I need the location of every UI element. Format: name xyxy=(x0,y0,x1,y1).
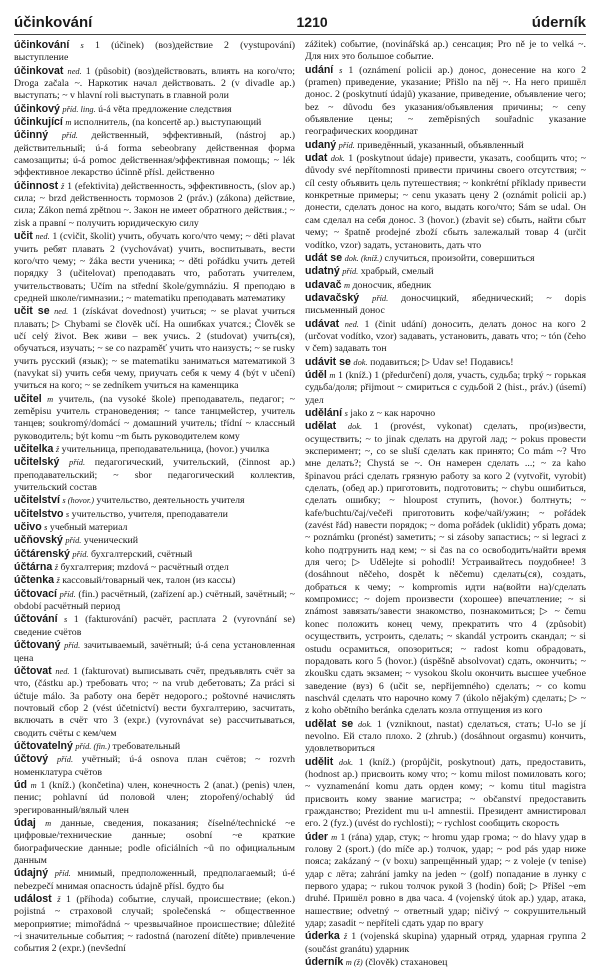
entry-grammar: příd. xyxy=(342,267,359,277)
entry-definition: доносчицкий, ябеднический; ~ dopis письменный донос xyxy=(305,292,587,317)
entry-grammar: příd. xyxy=(61,131,78,141)
dictionary-entry xyxy=(305,407,586,420)
entry-grammar: příd. ling. xyxy=(62,104,96,114)
entry-grammar: m xyxy=(331,832,338,842)
entry-grammar: příd. xyxy=(56,755,74,765)
dictionary-entry xyxy=(14,893,295,956)
dictionary-entry xyxy=(14,508,295,521)
entry-headword: udat xyxy=(305,152,328,165)
entry-grammar: příd. xyxy=(65,536,82,546)
entry-definition: 1 (provést, vykonat) сделать, про(из)вести, осуществить; ~ to jinak сделать на другой лад; ~ pokus провести эксперимент; ~, co se sluší сделать как принято; Co mám ~? Что мне делать?; Chystá se ~. Он намерен сделать ...; ~ za kaho špinavou práci сделать грязную работу за кого 2 (vytvořit, vyrobit) сделать, (обед ap.) приготовить, подготовить; ~ chybu ошибиться, сделать ошибку; ~ hloupost ступить, (hovor.) болтнуть; ~ kafe/buchtu/čaj/večeři приготовить кофе/чай/ужин; ~ pořádek (zavést řád) навести порядок; ~ doma pořádek (uklidit) убрать дома; ~ poznámku (pronést) заметить; ~ si zásoby запастись; ~ si legraci z koho подтрунить над кем; ~ si čas na co освободить/найти время для чего; ▷ Udělejte si pohodlí! Устраивайтесь поудобнее! 3 (dosáhnout něčeho, dospět k něčemu) сделать(ся), создать, добраться к чему; ~ kompromis идти на(войти на)/сделать компромисс; ~ dojem произвести (хорошее) впечатление; ~ si známost завязать/завести знакомство, познакомиться; ▷ ~ čemu konec положить конец чему, прекратить что 4 (způsobit) осуществить, устроить, сделать; ~ skandál устроить скандал; ~ si ostudu осрамиться, опозориться; ~ radost komu обрадовать, порадовать кого 5 (hovor.) (úspěšně absolvovat) сдать, окончить; ~ zkoušku сдать экзамен; ~ vysokou školu окончить высшее учебное заведение (вуз) 6 (učit se, nepřijemného) сделать; ~ co komu naschvál сделать что нарочно кому 7 (úkolo nějakým) сделать; ▷ ~ z koho obětního beránka сделать козла отпущения из кого xyxy=(305,421,587,717)
dictionary-entry xyxy=(14,443,295,456)
entry-grammar: ž xyxy=(55,445,60,454)
entry-definition: учительство, деятельность учителя xyxy=(96,495,245,507)
dictionary-entry xyxy=(14,129,295,179)
entry-grammar: s xyxy=(80,41,84,50)
entry-headword: udát se xyxy=(305,251,343,264)
dictionary-entry xyxy=(14,65,295,103)
entry-headword: učňovský xyxy=(14,534,63,547)
dictionary-entry xyxy=(14,230,295,305)
entry-headword: učitel xyxy=(14,392,42,405)
entry-headword: udavačský xyxy=(305,291,360,304)
entry-headword: úderka xyxy=(305,930,340,943)
entry-headword: učitelství xyxy=(14,494,60,507)
dictionary-entry xyxy=(305,420,586,717)
entry-grammar: dok. xyxy=(338,757,354,767)
entry-definition: учительство, учителя, преподаватели xyxy=(71,508,228,520)
entry-grammar: m xyxy=(65,118,72,128)
dictionary-entry xyxy=(14,521,295,534)
entry-headword: účinný xyxy=(14,129,49,142)
entry-definition: действенный, эффективный, (nástroj ap.) действительный; ú-á forma sebeobrany действенная форма самозащиты; ú-á pomoc действенная/эффективная помощь; ~ lék эффективное лекарство účinně přísl. действенно xyxy=(14,130,296,179)
entry-grammar: s xyxy=(65,509,70,519)
entry-grammar: příd. xyxy=(338,140,355,150)
entry-headword: účtárenský xyxy=(14,547,70,560)
entry-headword: událost xyxy=(14,893,52,906)
dictionary-entry xyxy=(14,613,295,639)
entry-definition: 1 (cvičit, školit) учить, обучать кого/что чему; ~ děti plavat учить ребят плавать 2 (vychovávat) учить, воспитывать, вести кого/что чему; ~ žáka вести ученика; ~ děti pořádku учить детей порядку 3 (učitelovat) преподавать что, работать учителем, учительствовать; Učím na střední škole/gymnáziu. Я преподаю в средней школе/гимназии.; ~ matematiku преподавать математику xyxy=(14,231,296,304)
entry-grammar: dok. xyxy=(330,154,345,164)
entry-definition: (člověk) стахановец xyxy=(365,957,448,969)
dictionary-entry xyxy=(14,180,295,230)
entry-headword: účtovatelný xyxy=(14,739,73,752)
dictionary-entry xyxy=(14,665,295,740)
entry-grammar: ž xyxy=(343,932,348,942)
entry-headword: udělat xyxy=(305,420,337,433)
entry-definition: 1 (příhoda) событие, случай, происшествие; (ekon.) pojistná ~ страховой случай; společenská ~ общественное мероприятие; mimořádná ~ чрезвычайное происшествие; důležité ~i значительные события; ~ radostná (narození dítěte) привлечение события 2 (expr.) (nevšední xyxy=(14,894,296,955)
dictionary-entry xyxy=(305,718,586,756)
entry-headword: udavač xyxy=(305,278,342,291)
entry-definition: учительница, преподавательница, (hovor.) училка xyxy=(61,444,270,455)
entry-headword: účtovat xyxy=(14,664,52,677)
entry-grammar: dok. (kníž.) xyxy=(344,253,383,263)
entry-headword: udělit xyxy=(305,755,334,768)
entry-grammar: dok. xyxy=(347,422,363,432)
dictionary-entry xyxy=(305,831,586,931)
entry-headword: účtovací xyxy=(14,587,57,600)
dictionary-entry xyxy=(305,356,586,369)
entry-headword: údajný xyxy=(14,867,49,880)
entry-definition: 1 (účinek) (воз)действие 2 (vystupování) выступление xyxy=(14,40,295,64)
entry-headword: udělat se xyxy=(305,717,354,730)
entry-definition: бухгалтерия; mzdová ~ расчётный отдел xyxy=(60,562,229,574)
entry-grammar: s (hovor.) xyxy=(62,496,95,506)
entry-headword: udaný xyxy=(305,138,337,151)
entry-definition: доносчик, ябедник xyxy=(352,279,432,291)
entry-grammar: m (ž) xyxy=(345,958,363,968)
entry-grammar: dok. xyxy=(357,719,373,729)
entry-headword: účtový xyxy=(14,753,49,766)
entry-definition: 1 (rána) удар, стук; ~ hromu удар грома; ~ do hlavy удар в голову 2 (sport.) (do míče ap.) толчок, удар; ~ pod pás удар ниже пояса; zakázaný ~ (v boxu) запрещённый удар; ~ z voleje (v tenise) удар с лёта; zahrání jamky na jeden ~ (golf) попадание в лунку с первого удара; ~ rukou толчок рукой 3 (hodin) бой; ▷ Přišel ~em druhé. Пришёл ровно в два часа. 4 (vojenský útok ap.) удар, атака, нашествие; odvetný ~ ответный удар; ničivý ~ сокрушительный удар; zasadit ~ nepříteli сдать удар по врагу xyxy=(305,831,586,930)
entry-definition: бухгалтерский, счётный xyxy=(90,548,193,560)
entry-grammar: ned. xyxy=(67,66,82,76)
entry-definition: 1 (efektivita) действенность, эффективность, (slov ap.) сила; ~ brzd действенность тормозов 2 (práv.) (zákona) действие, сила; Zákon nemá zpětnou ~. Закон не имеет обратного действия.; ~ zisk а правní ~ получить юридическую силу xyxy=(14,180,295,229)
entry-grammar: ned. xyxy=(55,666,70,676)
entry-grammar: příd. xyxy=(72,549,89,559)
dictionary-entry xyxy=(14,574,295,587)
entry-definition: 1 (získávat dovednost) учиться; ~ se plavat учиться плавать; ▷ Chybami se člověk učí. На ошибках учатся.; Člověk se učí celý život. Век живи – век учись. 2 (studovat) учить(ся), обучаться, изучать; ~ se co nazpaměť учить что наизусть; ~ se rusky учить русский (язык); ~ se matematiku заниматься математикой 3 (navykat si) учить себя чему, приучать себя к чему 4 (být v učení) учиться на кого; ~ se zedníkem учиться на каменщика xyxy=(14,306,296,392)
entry-definition: педагогический, учительский, (činnost ap.) преподавательский; ~ sbor педагогический коллектив, учительский состав xyxy=(14,457,296,494)
entry-definition: учитель, (na vysoké škole) преподаватель, педагог; ~ zeměpisu учитель страноведения; ~ tance танцмейстер, учитель танцев; soukromý/domácí ~ домашний учитель; třídní ~ классный руководитель; být komu ~m быть руководителем кому xyxy=(14,393,295,442)
entry-grammar: příd. xyxy=(54,869,71,879)
columns xyxy=(14,39,587,969)
entry-grammar: ž xyxy=(57,895,61,905)
entry-definition: 1 (kníž.) (končetina) член, конечность 2 (anat.) (penis) член, пенис; pohlavní úd половой член; ztopořený/ochablý úd эрегированный/вялый член xyxy=(14,779,296,816)
entry-definition: учётный; ú-á osnova план счётов; ~ rozvrh номенклатура счётов xyxy=(14,754,296,778)
entry-definition: (fin.) расчётный, (zařízení ap.) счётный, зачётный; ~ období расчётный период xyxy=(14,588,295,613)
dictionary-entry xyxy=(305,39,586,64)
dictionary-entry xyxy=(14,561,295,574)
dictionary-entry xyxy=(14,456,295,494)
dictionary-entry xyxy=(305,292,586,318)
entry-grammar: ž xyxy=(54,563,59,573)
entry-headword: úderník xyxy=(305,956,344,969)
entry-definition: подавиться; ▷ Udav se! Подавись! xyxy=(370,356,514,368)
dictionary-entry xyxy=(305,369,586,407)
dictionary-entry xyxy=(305,279,586,292)
dictionary-entry xyxy=(14,494,295,507)
entry-headword: účinkování xyxy=(14,39,70,51)
entry-grammar: dok. xyxy=(353,357,368,367)
entry-headword: učit se xyxy=(14,305,50,318)
dictionary-entry xyxy=(14,588,295,614)
dictionary-entry xyxy=(305,930,586,956)
dictionary-entry xyxy=(305,252,586,265)
entry-definition: 1 (kníž.) 1 (předurčení) доля, участь, судьба; trpký ~ горькая судьба/доля; přijmout ~ смириться с судьбой 2 (hist., práv.) (úsemí) удел xyxy=(305,369,586,406)
entry-grammar: příd. xyxy=(372,293,389,303)
entry-headword: udávat xyxy=(305,317,340,330)
dictionary-entry xyxy=(14,639,295,665)
entry-headword: účinkový xyxy=(14,102,60,115)
dictionary-entry xyxy=(305,956,586,969)
entry-grammar: příd. xyxy=(59,589,76,599)
entry-grammar: ž xyxy=(56,576,60,586)
entry-headword: úd xyxy=(14,778,27,791)
dictionary-entry xyxy=(14,753,295,779)
entry-headword: učitelský xyxy=(14,456,60,469)
dictionary-entry xyxy=(14,305,295,392)
entry-definition: 1 (působit) (воз)действовать, влиять на кого/что; Droga začala ~. Наркотик начал действовать. 2 (v divadle ap.) выступать; ~ v hlavní roli выступать в главной роли xyxy=(14,65,295,102)
entry-grammar: s xyxy=(339,65,343,75)
entry-headword: úder xyxy=(305,830,328,843)
entry-grammar: příd. xyxy=(64,641,81,651)
entry-grammar: m xyxy=(47,394,54,404)
entry-definition: храбрый, смелый xyxy=(360,266,434,278)
entry-definition: данные, сведения, показания; číselné/technické ~e цифровые/технические данные; osobní ~e краткие биографические данные; podle oficiálních ~ů по официальным данным xyxy=(14,817,295,866)
entry-headword: účinkovat xyxy=(14,64,64,77)
entry-headword: účtovaný xyxy=(14,639,61,652)
entry-headword: udělání xyxy=(305,406,343,419)
entry-definition: ученический xyxy=(83,535,139,547)
dictionary-entry xyxy=(305,265,586,278)
dictionary-entry xyxy=(14,103,295,116)
entry-definition: мнимый, предположенный, предполагаемый; ú-é nebezpečí мнимая опасность údajně přísl. будто бы xyxy=(14,868,296,892)
entry-headword: účinkující xyxy=(14,116,63,129)
entry-headword: učitelstvo xyxy=(14,507,64,520)
entry-definition: 1 (vojenská skupina) ударный отряд, ударная группа 2 (součást granátu) ударник xyxy=(305,931,587,955)
entry-definition: требовательный xyxy=(112,740,181,752)
entry-definition: случиться, произойти, совершиться xyxy=(384,252,535,264)
header-left-word: účinkování xyxy=(14,14,93,31)
dictionary-entry xyxy=(14,779,295,817)
entry-grammar: ž xyxy=(60,181,65,191)
entry-definition: учебный материал xyxy=(49,522,128,534)
entry-grammar: m xyxy=(343,280,351,290)
entry-definition: ú-á věta предложение следствия xyxy=(98,103,232,115)
dictionary-entry xyxy=(14,548,295,561)
entry-headword: udatný xyxy=(305,265,340,278)
entry-grammar: s xyxy=(64,615,68,625)
dictionary-entry xyxy=(14,867,295,893)
entry-grammar: příd. xyxy=(69,458,86,468)
page-header xyxy=(14,14,586,35)
entry-headword: údaj xyxy=(14,816,36,829)
entry-grammar: příd. (fin.) xyxy=(75,741,111,751)
dictionary-entry xyxy=(14,740,295,753)
entry-headword: udávit se xyxy=(305,355,351,368)
entry-grammar: s xyxy=(344,408,348,418)
entry-definition: исполнитель, (na koncertě ap.) выступающий xyxy=(73,117,262,129)
entry-definition: 1 (oznámení policii ap.) донос, донесение на кого 2 (pramen) приведение, указание; Přišlo na něj ~. На него пришёл донос. 2 (poskytnutí údajů) указание, приведение, объявление чего; bez ~ důvodu без указания/объявления причины; ~ ceny объявление цены; ~ zeměpisných souřadnic указание географических координат xyxy=(305,64,587,138)
dictionary-entry xyxy=(305,756,586,831)
dictionary-entry xyxy=(14,534,295,547)
entry-definition: кассовый/товарный чек, талон (из кассы) xyxy=(62,575,236,587)
dictionary-entry xyxy=(305,152,586,252)
entry-definition: 1 (vzniknout, nastat) сделаться, стать; U-lo se jí nevolno. Ей стало плохо. 2 (zhrub.) (dosáhnout orgasmu) кончить, удовлетворитьcя xyxy=(305,718,586,755)
entry-definition: jako z ~ как нарочно xyxy=(350,407,436,419)
header-right-word: úderník xyxy=(531,14,586,31)
entry-headword: účinnost xyxy=(14,179,59,192)
dictionary-entry xyxy=(14,817,295,867)
entry-grammar: m xyxy=(329,370,336,380)
entry-definition: 1 (kníž.) (propůjčit, poskytnout) дать, предоставить, (hodnost ap.) присвоить кому что; ~ komu milost помиловать кого; ~ vyznamenání komu дать орден кому; ~ komu titul magistra присвоить кому звание магистра; ~ občanství предоставить гражданство; Prezident mu u-l amnestii. Президент амнистировал его. 2 (fyz.) (uvést do rychlosti); ~ rychlost сообщить скорость xyxy=(305,756,587,830)
entry-headword: účtování xyxy=(14,613,58,626)
entry-headword: úděl xyxy=(305,368,327,381)
entry-grammar: ned. xyxy=(344,319,359,329)
dictionary-entry xyxy=(305,64,586,139)
right-column xyxy=(305,39,587,969)
entry-grammar: s xyxy=(44,523,48,533)
entry-grammar: ned. xyxy=(35,232,50,242)
page-number: 1210 xyxy=(296,14,328,30)
entry-definition: 1 (činit udání) доносить, делать донос на кого 2 (určovat vodítko, vzor) задавать, установить, давать что; ~ tón (čeho v čem) задавать тон xyxy=(305,318,586,355)
entry-headword: učitelka xyxy=(14,443,54,455)
entry-grammar: m xyxy=(45,818,52,828)
entry-headword: účtárna xyxy=(14,561,53,574)
dictionary-entry xyxy=(14,393,295,443)
entry-definition: приведённый, указанный, объявленный xyxy=(357,139,524,151)
dictionary-entry xyxy=(14,116,295,129)
entry-headword: udání xyxy=(305,63,334,76)
entry-headword: učivo xyxy=(14,521,42,534)
entry-definition: 1 (poskytnout údaje) привести, указать, сообщить что; ~ důvody své nepřítomnosti привести причины своего отсутствия; ~ cíl cesty объявить цель путешествия; ~ konkrétní příklady привести конкретные примеры; ~ cenu указать цену 2 (oznámit policii ap.) донести, сделать донос на кого, выдать кого/что; Sám se udal. Он сам сделал на себя донос. 3 (hovor.) (zbavit se) сбыть, найти сбыт чему; ~ špatně prodejné zboží сбыть залежалый товар 4 (určit vodítko, vzor) задать, установить, дать что xyxy=(305,153,587,251)
dictionary-entry xyxy=(14,39,295,65)
dictionary-entry xyxy=(305,139,586,152)
dictionary-entry xyxy=(305,318,586,356)
entry-headword: účtenka xyxy=(14,574,55,587)
entry-definition: 1 (fakturování) расчёт, расплата 2 (vyrovnání se) сведение счётов xyxy=(14,614,295,638)
entry-grammar: m xyxy=(30,780,37,790)
left-column xyxy=(14,39,296,955)
entry-definition: zážitek) событие, (novinářská ap.) сенсация; Pro ně je to velká ~. Для них это большое событие. xyxy=(305,39,586,63)
entry-definition: зачитываемый, зачётный; ú-á cena установленная цена xyxy=(14,640,296,664)
entry-grammar: ned. xyxy=(54,307,69,317)
entry-definition: 1 (fakturovat) выписывать счёт, предъявлять счёт за что, (částku ap.) требовать что; ~ na vrub дебетовать; Za práci si účtuje málo. За работу она берёт недорого.; poštovné начислять почтовый сбор 2 (vést účetnictví) вести бухгалтерию, засчитать, включать в счёт что 3 (expr.) (vyrovnávat se) рассчитываться, сводить счёты с кем/чем xyxy=(14,665,295,739)
entry-headword: učit xyxy=(14,230,33,243)
